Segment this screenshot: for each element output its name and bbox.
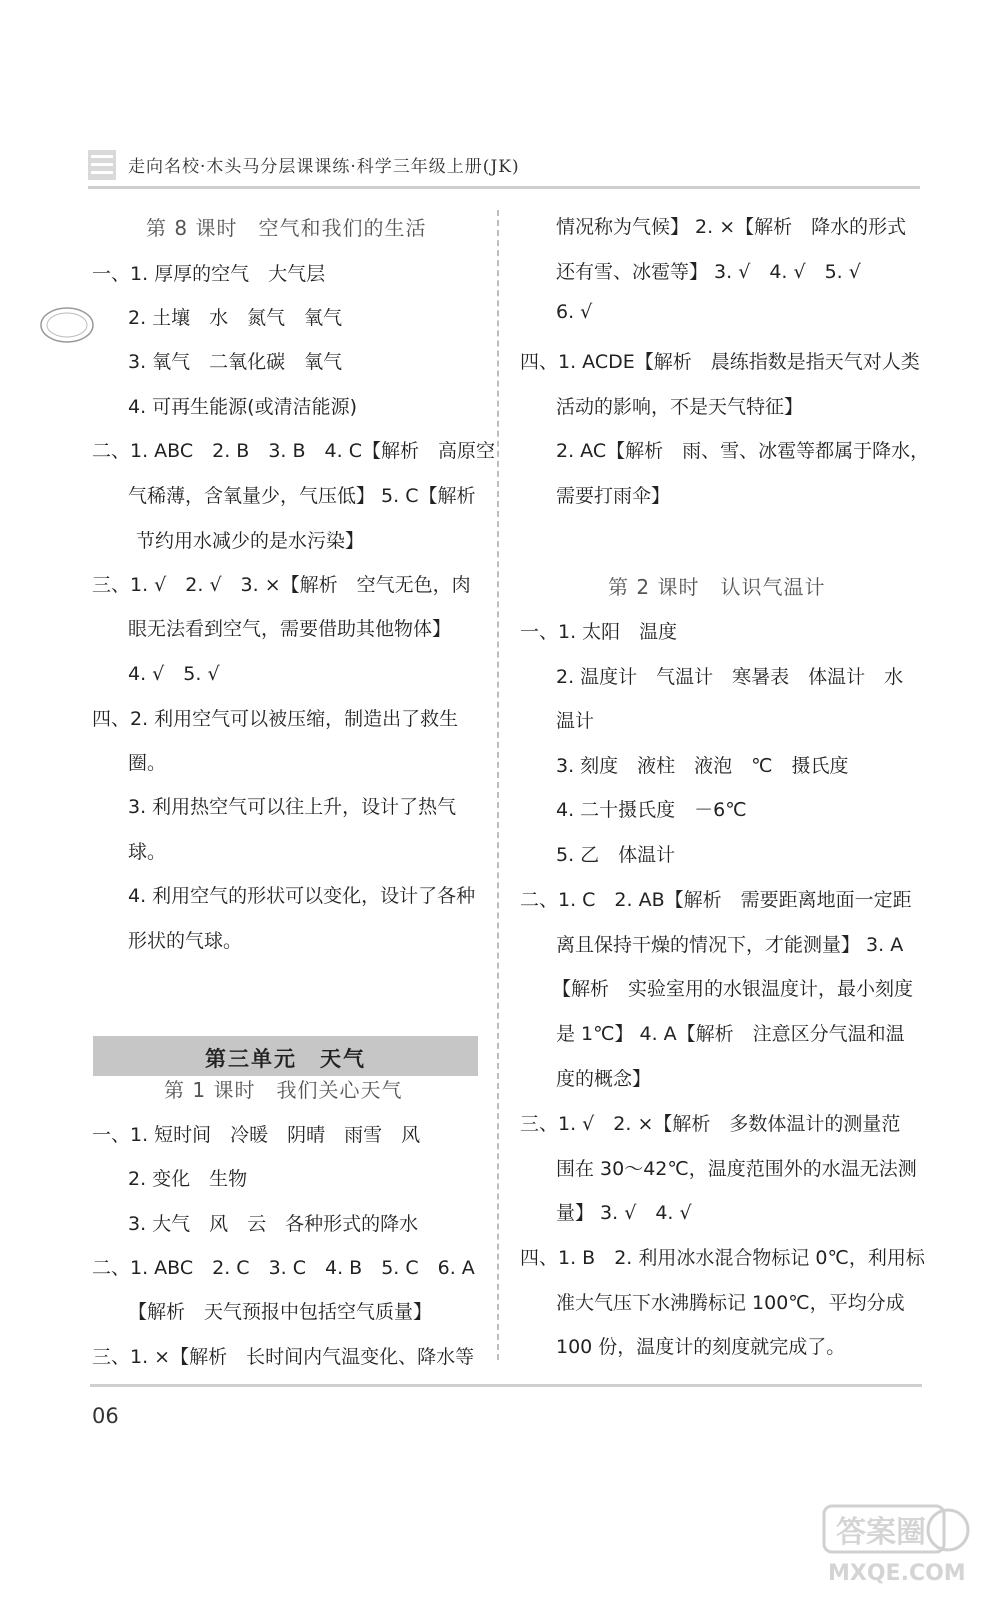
watermark-logo (818, 1500, 978, 1590)
answer-line: 三、1. ×【解析 长时间内气温变化、降水等 (92, 1346, 475, 1368)
unit-banner (93, 1036, 478, 1076)
answer-line: 4. 可再生能源(或清洁能源) (128, 396, 357, 418)
answer-line: 2. AC【解析 雨、雪、冰雹等都属于降水， (556, 440, 930, 462)
answer-line: 2. 温度计 气温计 寒暑表 体温计 水 (556, 666, 904, 688)
lesson-2-title: 第 2 课时 认识气温计 (608, 575, 826, 599)
column-divider (497, 210, 499, 1360)
book-title: 走向名校·木头马分层课课练·科学三年级上册(JK) (128, 157, 520, 177)
answer-line: 四、2. 利用空气可以被压缩，制造出了救生 (92, 708, 459, 730)
svg-text:MXQE.COM: MXQE.COM (828, 1561, 966, 1586)
answer-line: 围在 30～42℃，温度范围外的水温无法测 (556, 1158, 917, 1180)
answer-line: 100 份，温度计的刻度就完成了。 (556, 1336, 846, 1358)
answer-line: 球。 (128, 841, 167, 863)
answer-line: 5. 乙 体温计 (556, 844, 676, 866)
answer-line: 还有雪、冰雹等】 3. √ 4. √ 5. √ (556, 261, 861, 283)
answer-line: 3. 氧气 二氧化碳 氧气 (128, 351, 343, 373)
answer-line: 温计 (556, 710, 595, 732)
answer-line: 四、1. ACDE【解析 晨练指数是指天气对人类 (520, 351, 920, 373)
lesson-8-title: 第 8 课时 空气和我们的生活 (146, 216, 427, 240)
book-logo-icon (88, 150, 116, 180)
answer-line: 度的概念】 (556, 1068, 652, 1090)
answer-line: 一、1. 太阳 温度 (520, 621, 678, 643)
stamp-icon (38, 304, 96, 346)
answer-line: 【解析 天气预报中包括空气质量】 (128, 1301, 433, 1323)
lesson-1-title: 第 1 课时 我们关心天气 (164, 1078, 403, 1102)
page-number: 06 (92, 1404, 119, 1428)
answer-line: 量】 3. √ 4. √ (556, 1202, 692, 1224)
answer-line: 四、1. B 2. 利用冰水混合物标记 0℃，利用标 (520, 1247, 925, 1269)
answer-line: 节约用水减少的是水污染】 (136, 530, 365, 552)
footer-rule (90, 1384, 922, 1387)
answer-line: 【解析 实验室用的水银温度计，最小刻度 (552, 978, 914, 1000)
answer-line: 4. 利用空气的形状可以变化，设计了各种 (128, 885, 476, 907)
answer-line: 情况称为气候】 2. ×【解析 降水的形式 (556, 216, 907, 238)
answer-line: 3. 刻度 液柱 液泡 ℃ 摄氏度 (556, 755, 849, 777)
answer-line: 二、1. ABC 2. B 3. B 4. C【解析 高原空 (92, 440, 495, 462)
page-header (88, 146, 920, 189)
answer-line: 三、1. √ 2. ×【解析 多数体温计的测量范 (520, 1113, 901, 1135)
answer-line: 2. 变化 生物 (128, 1168, 248, 1190)
svg-text:答案圈: 答案圈 (836, 1515, 926, 1550)
answer-line: 气稀薄，含氧量少，气压低】 5. C【解析 (128, 485, 476, 507)
unit-title: 第三单元 天气 (205, 1047, 366, 1071)
answer-line: 4. √ 5. √ (128, 663, 220, 685)
answer-line: 一、1. 短时间 冷暖 阴晴 雨雪 风 (92, 1124, 421, 1146)
answer-line: 一、1. 厚厚的空气 大气层 (92, 263, 326, 285)
answer-line: 活动的影响，不是天气特征】 (556, 396, 804, 418)
answer-line: 6. √ (556, 301, 593, 323)
answer-line: 三、1. √ 2. √ 3. ×【解析 空气无色，肉 (92, 574, 471, 596)
answer-line: 二、1. ABC 2. C 3. C 4. B 5. C 6. A (92, 1257, 475, 1279)
answer-line: 3. 利用热空气可以往上升，设计了热气 (128, 796, 457, 818)
answer-line: 是 1℃】 4. A【解析 注意区分气温和温 (556, 1023, 905, 1045)
answer-line: 准大气压下水沸腾标记 100℃，平均分成 (556, 1292, 905, 1314)
answer-line: 需要打雨伞】 (556, 485, 671, 507)
answer-line: 圈。 (128, 752, 167, 774)
answer-line: 2. 土壤 水 氮气 氧气 (128, 307, 343, 329)
answer-line: 眼无法看到空气，需要借助其他物体】 (128, 618, 452, 640)
answer-line: 离且保持干燥的情况下，才能测量】 3. A (556, 934, 904, 956)
answer-line: 3. 大气 风 云 各种形式的降水 (128, 1213, 419, 1235)
answer-line: 二、1. C 2. AB【解析 需要距离地面一定距 (520, 889, 912, 911)
answer-line: 形状的气球。 (128, 930, 243, 952)
watermark-graphic (818, 1500, 978, 1590)
answer-line: 4. 二十摄氏度 －6℃ (556, 799, 747, 821)
